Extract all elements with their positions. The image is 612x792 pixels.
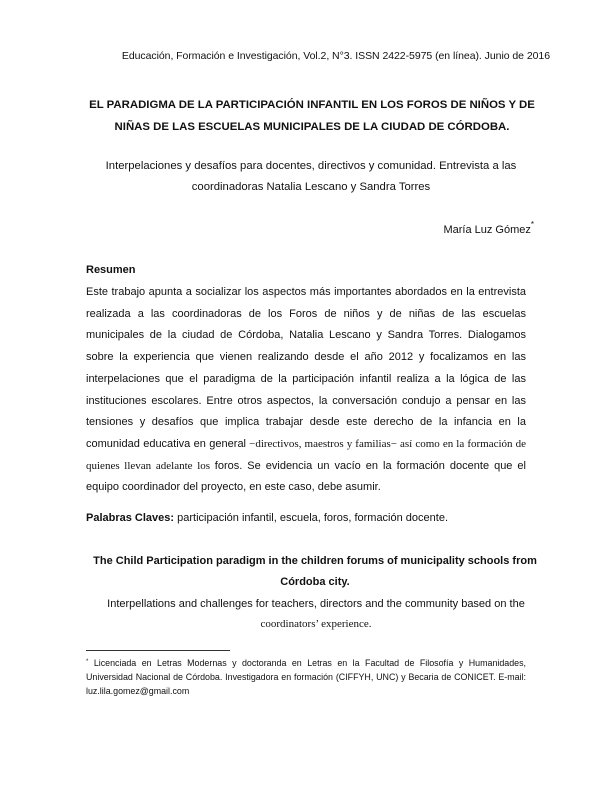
keywords-text: participación infantil, escuela, foros, formación docente. <box>177 512 448 524</box>
abstract-heading: Resumen <box>86 264 136 276</box>
footnote <box>86 656 526 698</box>
author-footnote-marker[interactable]: * <box>530 220 534 229</box>
article-subtitle: Interpelaciones y desafíos para docentes, directivos y comunidad. Entrevista a las coordinadoras Natalia Lescano y Sandra Torres <box>105 160 517 193</box>
journal-header: Educación, Formación e Investigación, Vol.2, N°3. ISSN 2422-5975 (en línea). Junio de 2016 <box>121 50 550 62</box>
english-subtitle-part1: Interpellations and challenges for teachers, directors and the community based on the <box>107 598 525 610</box>
article-title: EL PARADIGMA DE LA PARTICIPACIÓN INFANTIL EN LOS FOROS DE NIÑOS Y DE NIÑAS DE LAS ESCUELAS MUNICIPALES DE LA CIUDAD DE CÓRDOBA. <box>89 99 535 133</box>
footnote-text: Licenciada en Letras Modernas y doctoranda en Letras en la Facultad de Filosofía y Humanidades, Universidad Nacional de Córdoba. Investigadora en formación (CIFFYH, UNC) y Becaria de CONICET. E-mail: luz.lila.gomez@gmail.com <box>86 658 526 696</box>
abstract-body <box>86 282 526 499</box>
author-name: María Luz Gómez <box>443 224 531 236</box>
abstract-text-3: foros. Se evidencia un vacío en la formación docente que el equipo coordinador del proyecto, en este caso, debe asumir. <box>86 459 526 494</box>
keywords-line <box>86 512 448 524</box>
english-subtitle <box>86 594 546 634</box>
english-title: The Child Participation paradigm in the children forums of municipality schools from Córdoba city. <box>93 555 537 588</box>
author-line <box>443 220 534 236</box>
footnote-marker: * <box>86 659 89 665</box>
english-subtitle-part2: coordinators’ experience. <box>260 618 372 630</box>
keywords-label: Palabras Claves: <box>86 512 175 524</box>
footnote-divider <box>86 650 230 651</box>
abstract-text-2: −directivos, maestros y familias− así como en la formación de quienes llevan adelante los <box>86 437 526 472</box>
abstract-text-1: Este trabajo apunta a socializar los aspectos más importantes abordados en la entrevista realizada a las coordinadoras de los Foros de niños y de niñas de las escuelas municipales de la ciudad de Córdoba, Natalia Lescano y Sandra Torres. Dialogamos sobre la experiencia que vienen realizando desde el año 2012 y focalizamos en las interpelaciones que el paradigma de la participación infantil realiza a la lógica de las instituciones escolares. Entre otros aspectos, la conversación condujo a pensar en las tensiones y desafíos que implica trabajar desde este derecho de la infancia en la comunidad educativa en general <box>86 286 526 450</box>
